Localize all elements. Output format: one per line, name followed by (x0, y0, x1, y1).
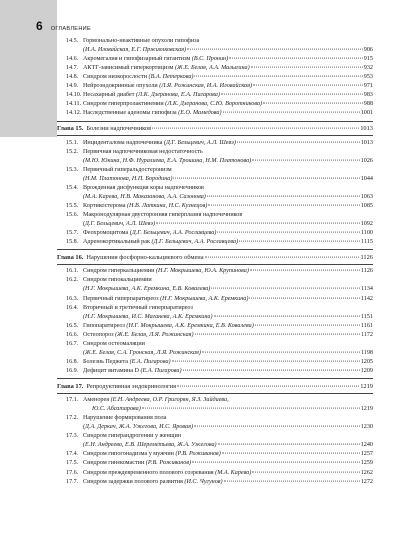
chapter-heading (57, 382, 373, 391)
toc-entry (66, 157, 373, 166)
page-ref: 1126 (360, 268, 373, 275)
section-authors: (Ж.Е. Белая, Л.Я. Рожинская) (115, 331, 194, 338)
toc-entry (66, 285, 373, 294)
toc-entry (66, 211, 373, 220)
section-authors: (Н.Г. Мокрышева, А.К. Еремкина) (160, 295, 249, 302)
section-number: 16.2. (66, 277, 79, 284)
page-ref: 1151 (360, 313, 373, 320)
page-ref: 1230 (360, 424, 373, 431)
dot-leader (156, 223, 360, 224)
page-ref: 1142 (360, 295, 373, 302)
page-ref: 1240 (360, 442, 373, 449)
section-authors: (Л.К. Дзеранова, Е.А. Пигарова) (136, 92, 220, 99)
toc-entry (66, 469, 373, 478)
dot-leader (249, 297, 360, 298)
chapter-title: Нарушения фосфорно-кальциевого обмена (86, 253, 204, 261)
dot-leader (194, 76, 362, 77)
section-authors: (И.А. Иловайская, Е.Г. Пржиялковская) (83, 47, 187, 54)
dot-leader (253, 85, 363, 86)
toc-entry (66, 238, 373, 247)
page-ref: 1161 (360, 322, 373, 329)
dot-leader (237, 141, 360, 142)
page-number: 6 (36, 19, 43, 33)
section-number: 16.6. (66, 331, 79, 338)
section-authors: (Н.Г. Мокрышева, Ю.А. Крупинова) (155, 268, 249, 275)
page-ref: 906 (363, 47, 373, 54)
section-number: 15.6. (66, 212, 79, 218)
toc-entry (66, 166, 373, 175)
toc-entry (66, 73, 373, 82)
page-ref: 983 (363, 92, 373, 99)
section-title: Синдром гипогонадизма у мужчин (83, 451, 174, 458)
section-authors: (Ж.Е. Белая, А.А. Малыгина) (175, 65, 250, 72)
dot-leader (183, 370, 360, 371)
page-ref: 953 (363, 74, 373, 81)
section-title: Первичный гиперпаратиреоз (83, 295, 159, 302)
toc-entry (66, 267, 373, 276)
section-authors: (Р.В. Роживанов) (175, 451, 221, 458)
toc-entry (66, 184, 373, 193)
dot-leader (217, 232, 360, 233)
page-ref: 988 (363, 101, 373, 108)
section-divider (57, 264, 373, 265)
dot-leader (218, 444, 360, 445)
section-authors: (Д.А. Деркач, Ж.А. Ужегова, И.С. Яровая) (83, 424, 194, 431)
section-divider (57, 135, 373, 136)
section-title: Синдром гиперпролактинемии (83, 101, 164, 108)
section-title: Аменорея (83, 397, 110, 404)
toc-entry (66, 322, 373, 331)
section-number: 17.4. (66, 451, 79, 458)
chapter-heading (57, 124, 373, 133)
page-ref: 1013 (360, 139, 373, 146)
section-divider (57, 393, 373, 394)
dot-leader (251, 67, 363, 68)
section-number: 14.12. (66, 110, 82, 117)
section-authors: Ю.С. Абсатарова) (92, 406, 141, 413)
section-number: 17.6. (66, 469, 79, 476)
section-title: Остеопороз (83, 331, 114, 338)
section-authors: (М.А. Карева, Н.В. Маказанова, А.А. Сазонова) (83, 193, 206, 200)
dot-leader (202, 351, 360, 352)
section-authors: (Д.Г. Бельцевич, А.Л. Шевэ) (83, 221, 156, 228)
page-ref: 1115 (361, 239, 373, 246)
page-ref: 1013 (360, 125, 373, 132)
section-number: 17.2. (66, 415, 79, 422)
section-title: Нарушение формирования пола (83, 415, 167, 422)
section-number: 15.1. (66, 139, 79, 146)
section-number: 14.7. (66, 65, 79, 72)
section-authors: (Д.Г. Бельцевич, А.Л. Шевэ) (163, 139, 236, 146)
section-authors: (Р.В. Роживанов) (145, 460, 192, 467)
dot-leader (207, 196, 360, 197)
page-ref: 1219 (360, 382, 373, 390)
section-authors: (М.Ю. Юкина, Н.Ф. Нуралиева, Е.А. Трошина, Н.М. Платонова) (83, 157, 252, 164)
toc-entry (66, 414, 373, 423)
section-title: Болезнь Педжета (83, 358, 129, 365)
dot-leader (208, 205, 359, 206)
page-ref: 1272 (360, 478, 373, 485)
page-ref: 1209 (360, 367, 373, 374)
section-number: 14.6. (66, 56, 79, 63)
toc-entry (66, 295, 373, 304)
dot-leader (222, 453, 360, 454)
toc-entry (66, 193, 373, 202)
section-authors: (Е.О. Мамедова) (178, 110, 222, 117)
section-title: Адренокортикальный рак (83, 239, 150, 246)
section-number: 16.1. (66, 268, 79, 275)
toc-entry (66, 46, 373, 55)
section-number: 16.8. (66, 358, 79, 365)
toc-entry (66, 423, 373, 432)
dot-leader (250, 270, 360, 271)
page-ref: 1219 (360, 406, 373, 413)
toc-entry (66, 340, 373, 349)
section-title: АКТГ-зависимый гиперкортицизм (83, 65, 174, 72)
page-ref: 1205 (360, 358, 373, 365)
section-authors: (Ж.Е. Белая, С.А. Гронская, Л.Я. Рожинская) (83, 349, 201, 356)
section-title: Синдром остеомаляции (83, 340, 145, 347)
section-authors: (И.С. Чугунов) (184, 478, 223, 485)
page-ref: 915 (363, 56, 373, 63)
section-title: Синдром преждевременного полового созревания (83, 469, 214, 476)
dot-leader (214, 315, 360, 316)
toc-entry (66, 82, 373, 91)
dot-leader (221, 94, 363, 95)
page-ref: 1198 (360, 349, 373, 356)
page-ref: 1063 (360, 193, 373, 200)
section-title: Врожденная дисфункция коры надпочечников (83, 184, 204, 191)
toc-entry (66, 37, 373, 46)
section-number: 16.7. (66, 340, 79, 347)
page-header (36, 19, 91, 33)
dot-leader (263, 103, 363, 104)
toc-entry (66, 175, 373, 184)
section-title: Вторичный и третичный гиперпаратиреоз (83, 304, 193, 311)
section-authors: (Л.Я. Рожинская, И.А. Иловайская) (159, 83, 253, 90)
section-title: Акромегалия и гипофизарный гигантизм (83, 56, 191, 63)
chapter-title: Болезни надпочечников (86, 125, 152, 132)
section-title: Первичный гиперальдостеронизм (83, 166, 172, 173)
section-title: Макронодулярная двусторонняя гиперплазия надпочечников (83, 212, 243, 218)
section-authors: (В.А. Петеркова) (148, 74, 194, 81)
section-number: 17.3. (66, 433, 79, 440)
section-number: 15.3. (66, 166, 79, 173)
section-authors: (Л.К. Дзеранова, С.Ю. Воротникова) (165, 101, 263, 108)
section-authors: (Н.Г. Мокрышева, И.С. Маганева, А.К. Еремкина) (83, 313, 213, 320)
table-of-contents (57, 37, 373, 487)
toc-entry (66, 100, 373, 109)
chapter-number: Глава 17. (57, 382, 84, 390)
section-number: 16.9. (66, 367, 79, 374)
section-title: Гипопаратиреоз (83, 322, 125, 329)
toc-entry (66, 304, 373, 313)
toc-entry (66, 109, 373, 118)
dot-leader (177, 385, 359, 386)
page-ref: 1257 (360, 451, 373, 458)
dot-leader (229, 58, 363, 59)
dot-leader (173, 177, 359, 178)
toc-entry (66, 459, 373, 468)
page-ref: 1085 (360, 202, 373, 209)
section-authors: (Н.Г. Мокрышева, А.К. Еремкина, Е.В. Ковалева) (83, 286, 211, 293)
dot-leader (252, 471, 359, 472)
page-ref: 1092 (360, 221, 373, 228)
section-title: Феохромоцитома (83, 230, 129, 237)
section-number: 16.4. (66, 304, 79, 311)
section-title: Кортикостерома (83, 202, 126, 209)
section-title: Синдром гипокальциемии (83, 277, 152, 284)
section-divider (57, 249, 373, 250)
section-title: Синдром гиперкальциемии (83, 268, 155, 275)
toc-entry (66, 478, 373, 487)
dot-leader (187, 49, 363, 50)
toc-entry (66, 396, 373, 405)
page-ref: 932 (363, 65, 373, 72)
toc-entry (66, 229, 373, 238)
section-title: Синдром низкорослости (83, 74, 147, 81)
toc-entry (66, 349, 373, 358)
dot-leader (239, 241, 360, 242)
dot-leader (205, 256, 360, 257)
chapter-title: Репродуктивная эндокринология (86, 382, 177, 390)
section-authors: (Е.А. Пигарова) (129, 358, 171, 365)
section-divider (57, 121, 373, 122)
section-title: Синдром гинекомастии (83, 460, 145, 467)
chapter-number: Глава 16. (57, 253, 84, 261)
toc-entry (66, 276, 373, 285)
section-authors: (Н.Г. Мокрышева, А.К. Еремкина, Е.В. Ковалева) (126, 322, 254, 329)
page-ref: 1026 (360, 157, 373, 164)
chapter-number: Глава 15. (57, 125, 84, 132)
section-title: Дефицит витамина D (83, 367, 139, 374)
section-number: 17.1. (66, 397, 79, 404)
dot-leader (252, 159, 360, 160)
toc-entry (66, 405, 373, 414)
toc-entry (66, 432, 373, 441)
toc-entry (66, 441, 373, 450)
section-number: 14.8. (66, 74, 79, 81)
section-number: 15.4. (66, 184, 79, 191)
dot-leader (172, 360, 360, 361)
dot-leader (194, 426, 360, 427)
toc-entry (66, 139, 373, 148)
section-divider (57, 378, 373, 379)
dot-leader (255, 324, 360, 325)
section-number: 15.7. (66, 230, 79, 237)
section-number: 14.10. (66, 92, 82, 99)
section-title: Гормонально-неактивные опухоли гипофиза (83, 38, 200, 44)
section-authors: (Н.В. Латкина, Н.С. Кузнецов) (127, 202, 208, 209)
section-number: 15.5. (66, 202, 79, 209)
page-ref: 1001 (360, 110, 373, 117)
dot-leader (223, 112, 360, 113)
section-number: 14.9. (66, 83, 79, 90)
section-number: 17.7. (66, 478, 79, 485)
toc-entry (66, 55, 373, 64)
section-number: 14.11. (66, 101, 82, 108)
section-number: 16.3. (66, 295, 79, 302)
section-authors: (М.А. Карева) (215, 469, 252, 476)
dot-leader (152, 128, 359, 129)
page-ref: 1259 (360, 460, 373, 467)
section-authors: (Д.Г. Бельцевич, А.А. Рославцева) (129, 230, 217, 237)
page-ref: 1262 (360, 469, 373, 476)
section-authors: (Н.М. Платонова, Н.П. Бородина) (83, 175, 173, 182)
dot-leader (142, 408, 360, 409)
section-title: Синдром задержки полового развития (83, 478, 183, 485)
page-ref: 1126 (360, 253, 373, 261)
section-title: Нейроэндокринные опухоли (83, 83, 158, 90)
section-title: Синдром гиперандрогении у женщин (83, 433, 182, 440)
section-number: 15.2. (66, 148, 79, 155)
section-authors: (В.С. Пронин) (191, 56, 229, 63)
page-ref: 1172 (360, 331, 373, 338)
toc-entry (66, 64, 373, 73)
section-authors: (Е.Н. Андреева, О.Р. Григорян, Я.З. Зайдиева, (110, 397, 229, 404)
dot-leader (192, 462, 360, 463)
page-ref: 971 (363, 83, 373, 90)
section-authors: (Д.Г. Бельцевич, А.А. Рославцева) (151, 239, 239, 246)
section-number: 14.5. (66, 38, 79, 44)
dot-leader (211, 288, 360, 289)
toc-entry (66, 148, 373, 157)
toc-entry (66, 331, 373, 340)
page-ref: 1134 (360, 286, 373, 293)
page-ref: 1044 (360, 175, 373, 182)
toc-entry (66, 358, 373, 367)
toc-entry (66, 450, 373, 459)
section-authors: (Е.Н. Андреева, Е.В. Шереметьева, Ж.А. Ужегова) (83, 442, 217, 449)
section-title: Несахарный диабет (83, 92, 135, 99)
section-number: 16.5. (66, 322, 79, 329)
toc-entry (66, 367, 373, 376)
section-number: 15.8. (66, 239, 79, 246)
section-number: 17.5. (66, 460, 79, 467)
section-authors: (Е.А. Пигарова) (140, 367, 182, 374)
page-ref: 1100 (360, 230, 373, 237)
toc-entry (66, 220, 373, 229)
section-title: Наследственные аденомы гипофиза (83, 110, 177, 117)
chapter-heading (57, 253, 373, 262)
dot-leader (195, 333, 360, 334)
dot-leader (224, 480, 360, 481)
toc-entry (66, 91, 373, 100)
toc-entry (66, 313, 373, 322)
section-title: Первичная надпочечниковая недостаточность (83, 148, 203, 155)
section-title: Инциденталома надпочечника (83, 139, 163, 146)
toc-entry (66, 202, 373, 211)
running-head: ОГЛАВЛЕНИЕ (50, 26, 92, 32)
